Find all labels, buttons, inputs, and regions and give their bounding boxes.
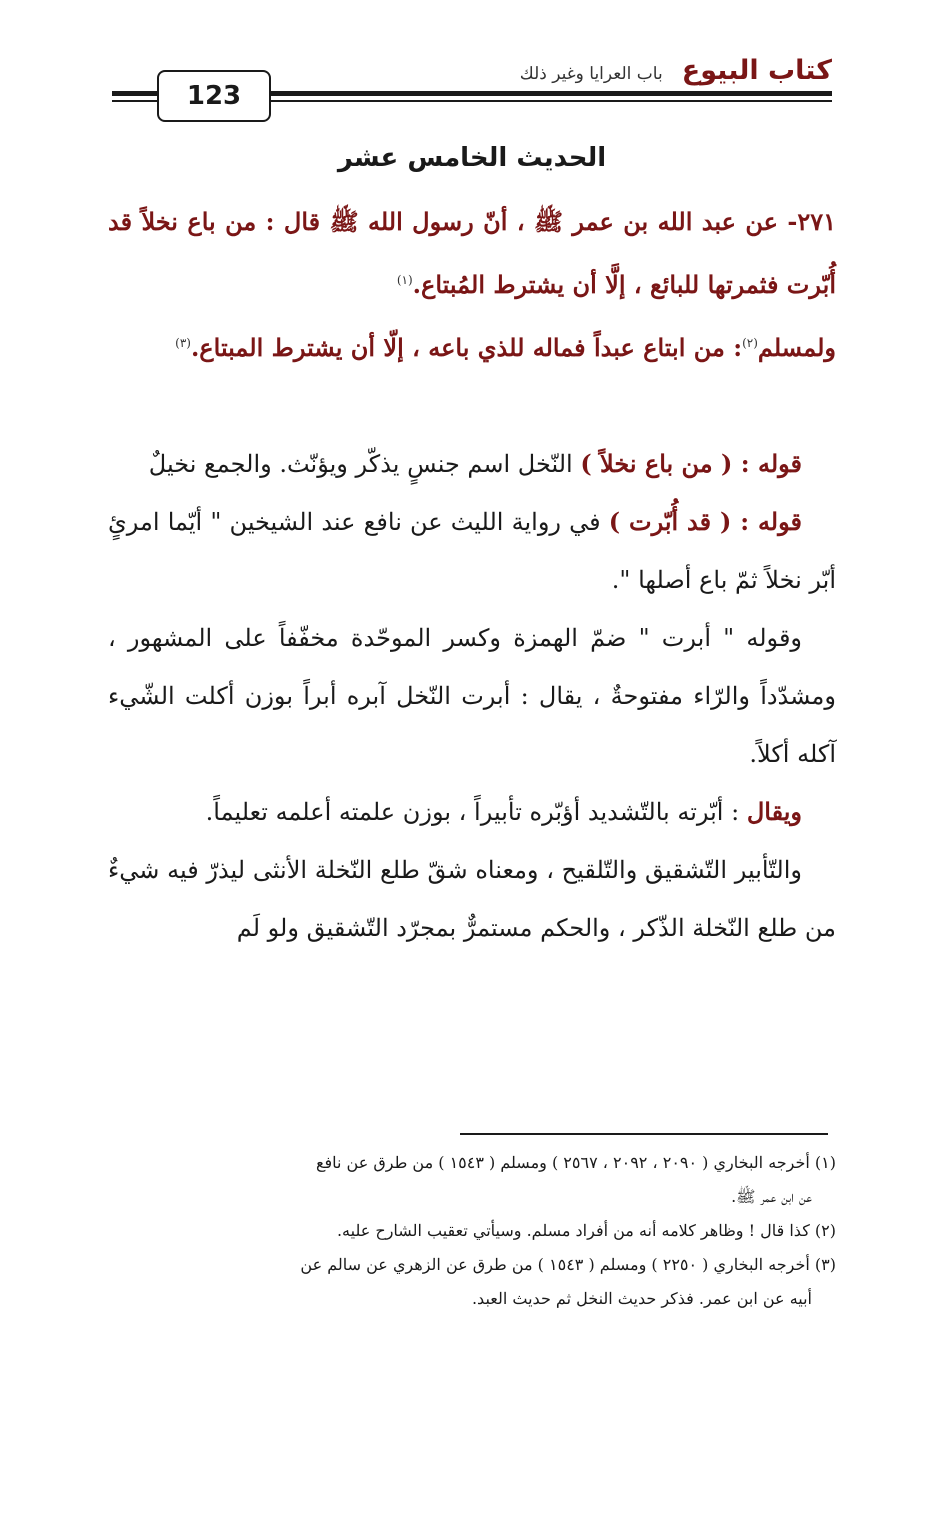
muslim-text: : من ابتاع عبداً فماله للذي باعه ، إلّا أن يشترط المبتاع. (190, 333, 743, 362)
footnote-1: (١) أخرجه البخاري ( ٢٠٩٠ ، ٢٠٩٢ ، ٢٥٦٧ ) ومسلم ( ١٥٤٣ ) من طرق عن نافع (315, 1153, 836, 1172)
hadith-text (108, 193, 836, 314)
commentary-paragraph-2 (108, 493, 836, 609)
commentary-paragraph-3: وقوله " أبرت " ضمّ الهمزة وكسر الموحّدة مخفّفاً على المشهور ، ومشدّداً والرّاء مفتوحةٌ ، يقال : أبرت النّخل آبره أبراً بوزن أكلت الشّيء آكله أكلاً. (108, 624, 836, 768)
page-number: 123 (157, 70, 271, 122)
footnote-1-continued: عن ابن عمر ﷺ. (731, 1187, 812, 1206)
chapter-title: باب العرايا وغير ذلك (519, 64, 663, 84)
footnote-divider (460, 1133, 828, 1135)
commentary-text-2: في رواية الليث عن نافع عند الشيخين " أيّما امرئٍ أبّر نخلاً ثمّ باع أصلها ". (108, 508, 836, 594)
commentary-label-4: ويقال (746, 797, 802, 826)
spacer (108, 377, 836, 435)
book-title: كتاب البيوع (681, 55, 832, 86)
commentary-paragraph-5: والتّأبير التّشقيق والتّلقيح ، ومعناه شقّ طلع النّخلة الأنثى ليذرّ فيه شيءٌ من طلع النّخلة الذّكر ، والحكم مستمرٌّ بمجرّد التّشقيق ولو لَم (108, 856, 836, 942)
commentary-label-2: قوله : ( قد أُبّرت ) (608, 507, 802, 536)
muslim-label: ولمسلم (757, 333, 836, 362)
hadith-number: ٢٧١- (787, 207, 837, 236)
hadith-line-2: نخلاً قد أُبّرت فثمرتها للبائع ، إلَّا أن يشترط المُبتاع. (108, 207, 836, 299)
hadith-muslim-text (108, 314, 836, 377)
commentary-text-1: النّخل اسم جنسٍ يذكّر ويؤنّث. والجمع نخيلٌ (148, 450, 581, 478)
footnote-3: (٣) أخرجه البخاري ( ٢٢٥٠ ) ومسلم ( ١٥٤٣ ) من طرق عن الزهري عن سالم عن (300, 1255, 836, 1274)
commentary-label-1: قوله : ( من باع نخلاً ) (580, 449, 802, 478)
page-header (112, 54, 832, 122)
running-header (520, 54, 832, 91)
main-text (108, 135, 836, 957)
commentary-paragraph-1 (108, 435, 836, 493)
footnote-2: (٢) كذا قال ! وظاهر كلامه أنه من أفراد مسلم. وسيأتي تعقيب الشارح عليه. (336, 1221, 836, 1240)
footnotes (108, 1146, 836, 1316)
footnote-3-continued: أبيه عن ابن عمر. فذكر حديث النخل ثم حديث العبد. (471, 1289, 812, 1308)
commentary-text-4: : أبّرته بالتّشديد أؤبّره تأبيراً ، بوزن علمته أعلمه تعليماً. (205, 798, 747, 826)
commentary-paragraph-4 (108, 783, 836, 841)
footnote-ref-1: (١) (396, 273, 413, 287)
footnote-ref-3: (٣) (175, 336, 191, 350)
footnote-ref-2: (٢) (742, 336, 758, 350)
hadith-line-1: عن عبد الله بن عمر ﷺ ، أنّ رسول الله ﷺ قال : من باع (187, 207, 778, 236)
hadith-heading: الحديث الخامس عشر (337, 143, 607, 173)
